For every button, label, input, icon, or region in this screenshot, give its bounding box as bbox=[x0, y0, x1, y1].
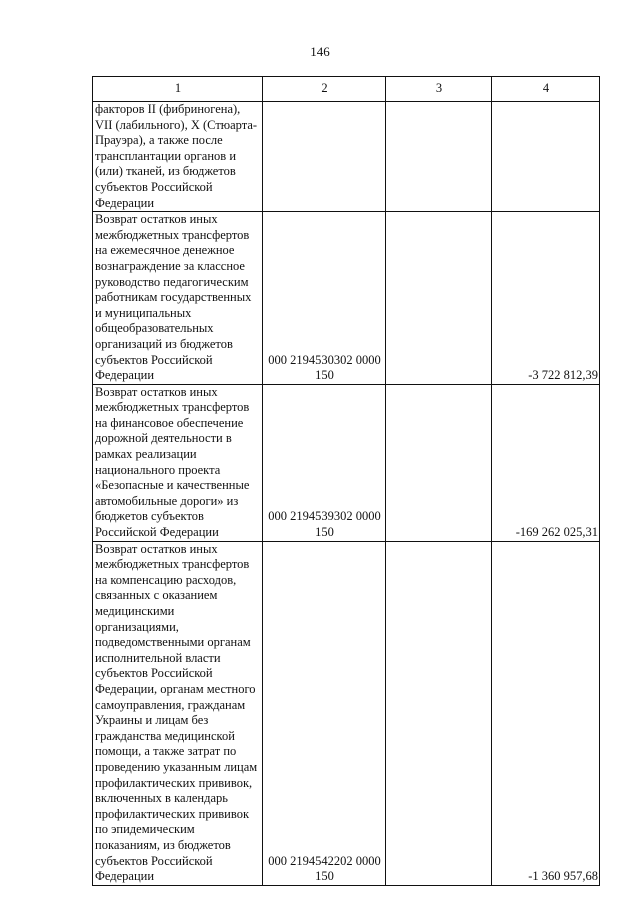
table-row bbox=[93, 212, 600, 385]
page-number: 146 bbox=[310, 44, 330, 59]
row-col3-cell bbox=[386, 541, 492, 885]
table-row bbox=[93, 541, 600, 885]
column-header-3: 3 bbox=[386, 77, 492, 102]
row-name-cell: Возврат остатков иных межбюджетных трансфертов на ежемесячное денежное вознаграждение за классное руководство педагогическим работникам государственных и муниципальных общеобразовательных организаций из бюджетов субъектов Российской Федерации bbox=[93, 212, 263, 385]
row-code-cell bbox=[263, 102, 386, 212]
row-name-cell: Возврат остатков иных межбюджетных трансфертов на финансовое обеспечение дорожной деятельности в рамках реализации национального проекта «Безопасные и качественные автомобильные дороги» из бюджетов субъектов Российской Федерации bbox=[93, 384, 263, 541]
row-code-cell: 000 2194539302 0000 150 bbox=[263, 384, 386, 541]
row-amount-cell bbox=[492, 102, 600, 212]
column-header-1: 1 bbox=[93, 77, 263, 102]
row-col3-cell bbox=[386, 384, 492, 541]
row-code-cell: 000 2194530302 0000 150 bbox=[263, 212, 386, 385]
budget-table bbox=[92, 76, 600, 886]
table-row bbox=[93, 102, 600, 212]
row-amount-cell: -169 262 025,31 bbox=[492, 384, 600, 541]
row-amount-cell: -3 722 812,39 bbox=[492, 212, 600, 385]
row-col3-cell bbox=[386, 212, 492, 385]
row-code-cell: 000 2194542202 0000 150 bbox=[263, 541, 386, 885]
row-col3-cell bbox=[386, 102, 492, 212]
column-header-4: 4 bbox=[492, 77, 600, 102]
table-row bbox=[93, 384, 600, 541]
row-name-cell: Возврат остатков иных межбюджетных трансфертов на компенсацию расходов, связанных с оказанием медицинскими организациями, подведомственными органам исполнительной власти субъектов Российской Федерации, органам местного самоуправления, гражданам Украины и лицам без гражданства медицинской помощи, а также затрат по проведению указанным лицам профилактических прививок, включенных в календарь профилактических прививок по эпидемическим показаниям, из бюджетов субъектов Российской Федерации bbox=[93, 541, 263, 885]
row-amount-cell: -1 360 957,68 bbox=[492, 541, 600, 885]
table-header-row bbox=[93, 77, 600, 102]
column-header-2: 2 bbox=[263, 77, 386, 102]
row-name-cell: факторов II (фибриногена), VII (лабильного), X (Стюарта- Прауэра), а также после трансплантации органов и (или) тканей, из бюджетов субъектов Российской Федерации bbox=[93, 102, 263, 212]
